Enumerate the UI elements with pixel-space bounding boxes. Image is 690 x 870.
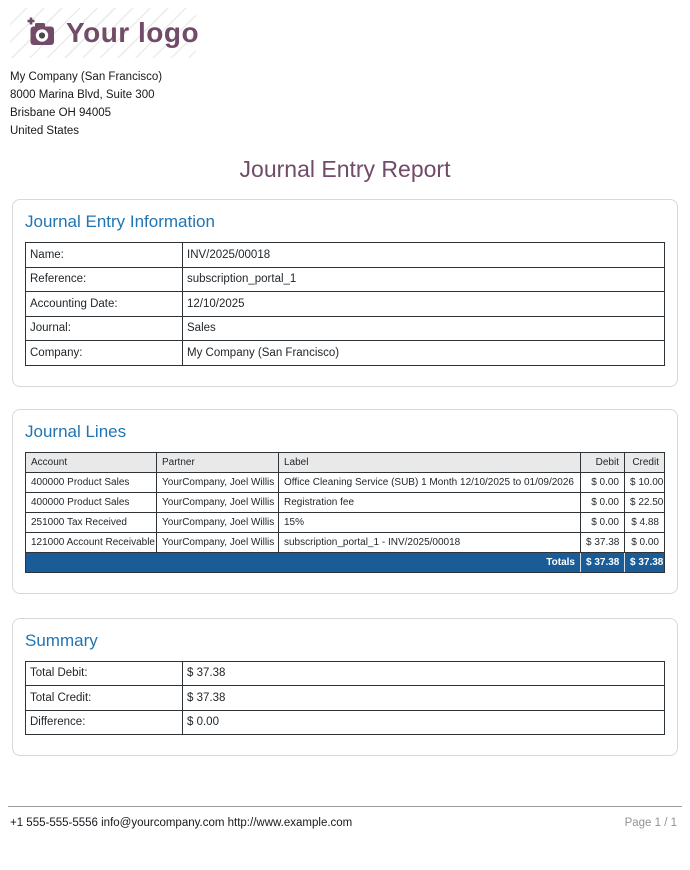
footer-divider [8,806,682,807]
totals-row [26,552,665,572]
cell-debit: $ 0.00 [581,492,625,512]
info-value: INV/2025/00018 [183,243,665,268]
info-value: Sales [183,316,665,341]
cell-credit: $ 4.88 [625,512,665,532]
address-line: United States [10,125,80,137]
table-row [26,267,665,292]
summary-table [25,661,665,736]
summary-value: $ 37.38 [183,686,665,711]
table-header-row [26,452,665,472]
column-header-debit: Debit [581,452,625,472]
column-header-account: Account [26,452,157,472]
cell-debit: $ 37.38 [581,532,625,552]
journal-entry-information-card [12,199,678,387]
table-row [26,243,665,268]
summary-label: Total Debit: [26,661,183,686]
cell-label: Registration fee [279,492,581,512]
info-label: Name: [26,243,183,268]
cell-account: 400000 Product Sales [26,472,157,492]
totals-label: Totals [26,552,581,572]
table-row [26,661,665,686]
cell-partner: YourCompany, Joel Willis [157,472,279,492]
totals-credit: $ 37.38 [625,552,665,572]
company-address [10,68,680,140]
summary-label: Total Credit: [26,686,183,711]
address-line: My Company (San Francisco) [10,71,163,83]
camera-plus-icon [24,16,58,50]
logo-text: Your logo [66,17,200,48]
info-label: Reference: [26,267,183,292]
cell-label: Office Cleaning Service (SUB) 1 Month 12/10/2025 to 01/09/2026 [279,472,581,492]
address-line: Brisbane OH 94005 [10,107,112,119]
table-row [26,686,665,711]
report-footer [10,817,677,829]
cell-credit: $ 22.50 [625,492,665,512]
cell-debit: $ 0.00 [581,512,625,532]
table-row [26,341,665,366]
info-label: Journal: [26,316,183,341]
summary-section-heading: Summary [25,630,98,650]
info-label: Accounting Date: [26,292,183,317]
address-line: 8000 Marina Blvd, Suite 300 [10,89,155,101]
cell-label: subscription_portal_1 - INV/2025/00018 [279,532,581,552]
info-value: My Company (San Francisco) [183,341,665,366]
cell-account: 251000 Tax Received [26,512,157,532]
info-section-heading: Journal Entry Information [25,212,215,231]
table-row [26,710,665,735]
summary-value: $ 0.00 [183,710,665,735]
cell-label: 15% [279,512,581,532]
logo-image [10,8,200,58]
column-header-partner: Partner [157,452,279,472]
summary-value: $ 37.38 [183,661,665,686]
footer-contact: +1 555-555-5556 info@yourcompany.com http://www.example.com [10,817,353,829]
page-title: Journal Entry Report [239,156,451,182]
table-row [26,472,665,492]
info-value: subscription_portal_1 [183,267,665,292]
cell-partner: YourCompany, Joel Willis [157,512,279,532]
page-number: Page 1 / 1 [624,817,677,829]
cell-credit: $ 0.00 [625,532,665,552]
table-row [26,316,665,341]
cell-account: 121000 Account Receivable [26,532,157,552]
cell-credit: $ 10.00 [625,472,665,492]
table-row [26,512,665,532]
cell-account: 400000 Product Sales [26,492,157,512]
table-row [26,292,665,317]
info-label: Company: [26,341,183,366]
summary-label: Difference: [26,710,183,735]
info-table [25,242,665,366]
column-header-credit: Credit [625,452,665,472]
column-header-label: Label [279,452,581,472]
table-row [26,492,665,512]
table-row [26,532,665,552]
cell-partner: YourCompany, Joel Willis [157,532,279,552]
summary-card [12,618,678,757]
lines-section-heading: Journal Lines [25,421,127,441]
journal-lines-table [25,452,665,573]
journal-lines-card [12,409,678,594]
totals-debit: $ 37.38 [581,552,625,572]
cell-partner: YourCompany, Joel Willis [157,492,279,512]
cell-debit: $ 0.00 [581,472,625,492]
info-value: 12/10/2025 [183,292,665,317]
